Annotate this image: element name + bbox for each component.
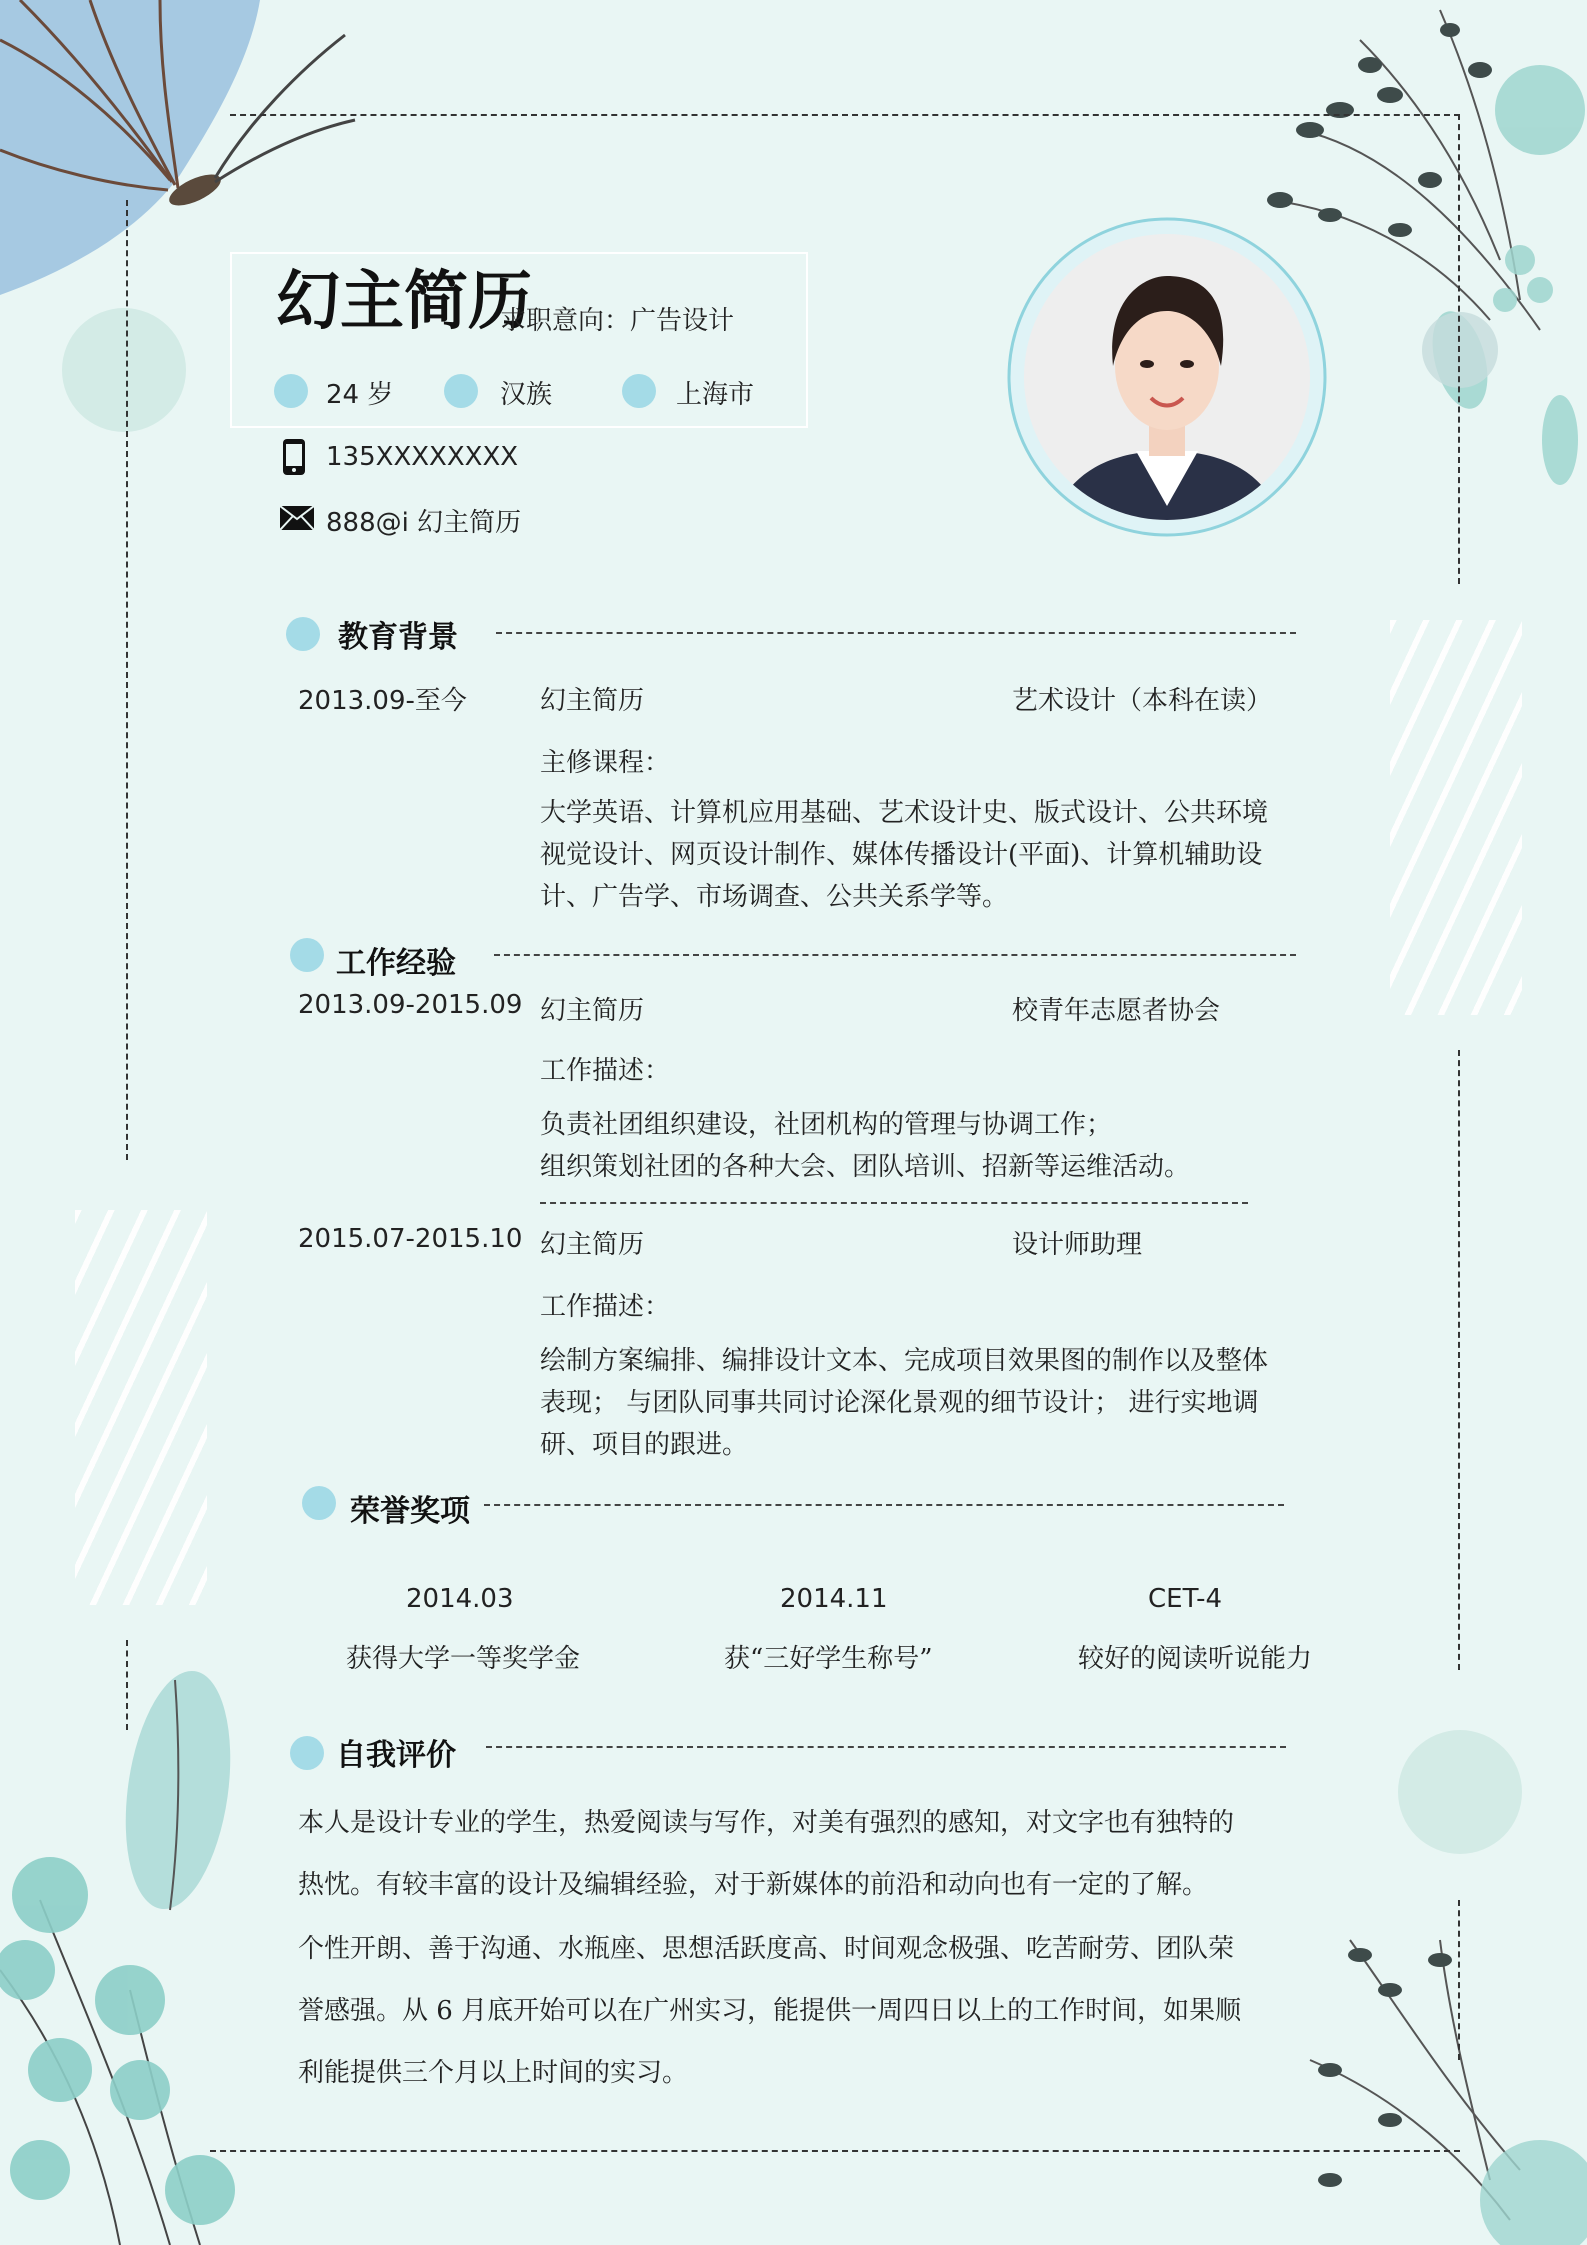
job-desc-label: 工作描述： [540,1292,671,1322]
job-desc-line: 绘制方案编排、编排设计文本、完成项目效果图的制作以及整体 [540,1346,1269,1376]
info-dot [622,374,656,408]
courses-line: 大学英语、计算机应用基础、艺术设计史、版式设计、公共环境 [540,798,1269,828]
job-role: 设计师助理 [1012,1230,1143,1260]
profile-photo [1006,216,1328,538]
frame-left-line [126,1640,128,1730]
section-divider [486,1746,1286,1748]
section-dot [286,617,320,651]
bottom-right-flowers-illustration [1290,1920,1587,2245]
section-dot [302,1486,336,1520]
education-title: 教育背景 [338,620,458,655]
phone-number: 135XXXXXXXX [326,442,519,472]
decorative-stripes [1390,620,1522,1015]
bottom-left-flowers-illustration [0,1670,260,2245]
frame-right-line [1458,1900,1460,2060]
phone-icon [282,438,306,476]
self-eval-line: 誉感强。从 6 月底开始可以在广州实习，能提供一周四日以上的工作时间，如果顺 [298,1996,1242,2026]
education-period: 2013.09-至今 [298,686,467,716]
job-desc-line: 负责社团组织建设，社团机构的管理与协调工作； [540,1110,1113,1140]
section-dot [290,938,324,972]
self-eval-line: 本人是设计专业的学生，热爱阅读与写作，对美有强烈的感知，对文字也有独特的 [298,1808,1235,1838]
decorative-circle [62,308,186,432]
job-role: 校青年志愿者协会 [1012,996,1221,1026]
award-name: 获得大学一等奖学金 [346,1644,581,1674]
award-date: 2014.03 [406,1584,514,1614]
frame-bottom-line [210,2150,1460,2152]
job-desc-line: 表现； 与团队同事共同讨论深化景观的细节设计； 进行实地调 [540,1388,1259,1418]
age: 24 岁 [326,380,394,410]
job-desc-label: 工作描述： [540,1056,671,1086]
decorative-circle [1398,1730,1522,1854]
courses-line: 计、广告学、市场调查、公共关系学等。 [540,882,1009,912]
city: 上海市 [676,380,755,410]
self-eval-line: 个性开朗、善于沟通、水瓶座、思想活跃度高、时间观念极强、吃苦耐劳、团队荣 [298,1934,1235,1964]
self-eval-line: 利能提供三个月以上时间的实习。 [298,2058,689,2088]
section-divider [484,1504,1284,1506]
section-divider [494,954,1296,956]
awards-title: 荣誉奖项 [350,1494,470,1529]
info-dot [274,374,308,408]
job-company: 幻主简历 [540,996,645,1026]
frame-right-line [1458,1050,1460,1670]
award-name: 获“三好学生称号” [724,1644,933,1674]
section-divider [496,632,1296,634]
self-eval-line: 热忱。有较丰富的设计及编辑经验，对于新媒体的前沿和动向也有一定的了解。 [298,1870,1209,1900]
name-title: 幻主简历 [276,265,532,339]
frame-right-line [1458,114,1460,584]
ethnicity: 汉族 [500,380,553,410]
frame-left-line [126,200,128,1160]
work-title: 工作经验 [336,946,456,981]
job-period: 2015.07-2015.10 [298,1224,523,1254]
job-company: 幻主简历 [540,1230,645,1260]
email-address: 888@i 幻主简历 [326,508,522,538]
decorative-stripes [75,1210,207,1605]
award-name: 较好的阅读听说能力 [1078,1644,1313,1674]
job-desc-line: 组织策划社团的各种大会、团队培训、招新等运维活动。 [540,1152,1191,1182]
section-dot [290,1736,324,1770]
self-title: 自我评价 [336,1738,456,1773]
award-date: CET-4 [1148,1584,1223,1614]
frame-top-line [230,114,1460,116]
job-period: 2013.09-2015.09 [298,990,523,1020]
education-major: 艺术设计（本科在读） [1012,686,1273,716]
courses-line: 视觉设计、网页设计制作、媒体传播设计(平面)、计算机辅助设 [540,840,1263,870]
courses-label: 主修课程： [540,748,671,778]
job-desc-line: 研、项目的跟进。 [540,1430,749,1460]
education-school: 幻主简历 [540,686,645,716]
job-divider [540,1202,1248,1204]
award-date: 2014.11 [780,1584,888,1614]
mail-icon [280,506,314,530]
job-intent: 求职意向：广告设计 [500,306,735,336]
info-dot [444,374,478,408]
